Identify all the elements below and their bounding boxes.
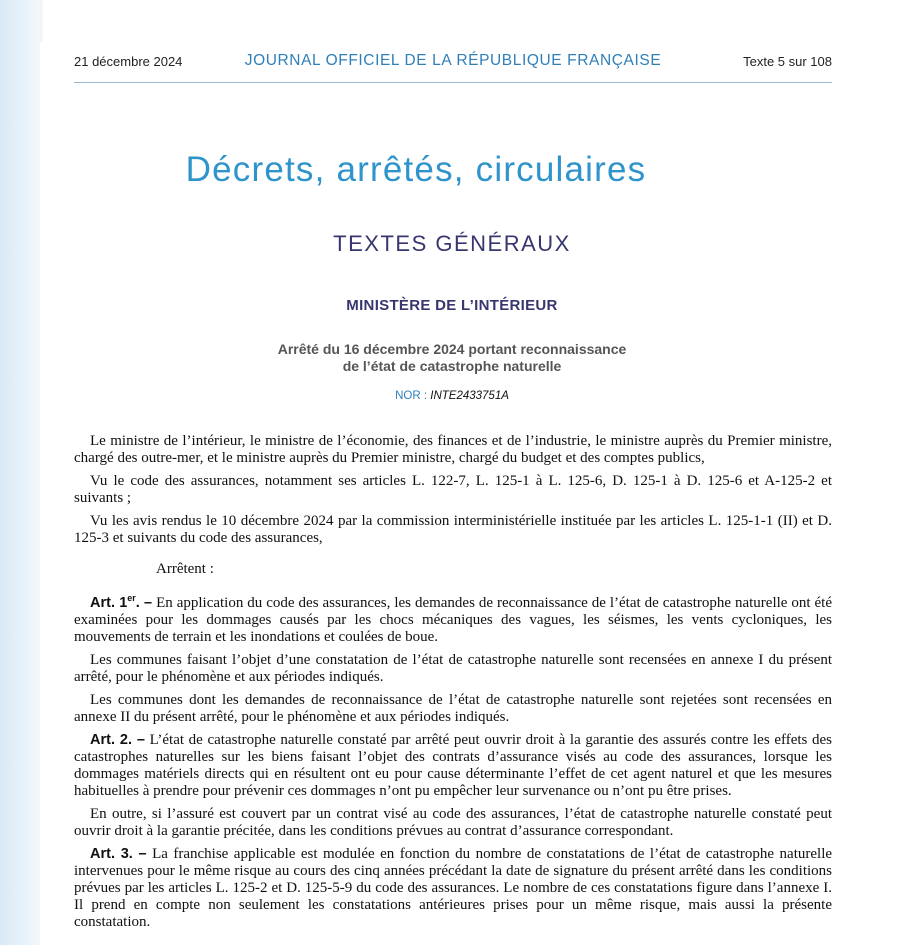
article-1-paragraph-3: Les communes dont les demandes de reconnaissance de l’état de catastrophe naturelle sont rejetées sont recensées en annexe II du présent arrêté, pour le phénomène et aux périodes indiqués. — [74, 691, 832, 725]
article-2-label: Art. 2. – — [90, 731, 145, 748]
header-journal-title: JOURNAL OFFICIEL DE LA RÉPUBLIQUE FRANÇAISE — [244, 52, 662, 69]
preamble-code-assurances: Vu le code des assurances, notamment ses articles L. 122-7, L. 125-1 à L. 125-6, D. 125-1 à D. 125-6 et A-125-2 et suivants ; — [74, 473, 832, 506]
article-1-label — [90, 595, 152, 611]
article-1-label-suffix: . – — [135, 594, 153, 611]
article-1-paragraph-1 — [74, 590, 832, 646]
section-title: TEXTES GÉNÉRAUX — [333, 231, 571, 256]
header-divider — [74, 82, 832, 83]
article-1-paragraph-2: Les communes faisant l’objet d’une constatation de l’état de catastrophe naturelle sont recensées en annexe I du présent arrêté, pour le phénomène et aux périodes indiqués. — [74, 651, 832, 685]
article-2-text-1: L’état de catastrophe naturelle constaté par arrêté peut ouvrir droit à la garantie des assurés contre les effets des catastrophes naturelles sur les biens faisant l’objet des contrats d’assurance visés au code des assurances, lorsque les dommages matériels directs qui en résultent ont eu pour cause déterminante l’effet de cet agent naturel et que les mesures habituelles à prendre pour prévenir ces dommages n’ont pu empêcher leur survenance ou n’ont pu être prises. — [74, 731, 832, 799]
article-1-label-main: Art. 1 — [90, 594, 128, 611]
header-text-number: Texte 5 sur 108 — [743, 54, 832, 69]
preamble-ministers: Le ministre de l’intérieur, le ministre de l’économie, des finances et de l’industrie, le ministre auprès du Premier ministre, chargé des outre-mer, et le ministre auprès du Premier ministre, chargé du budget et des comptes publics, — [74, 433, 832, 466]
article-1-text-1: En application du code des assurances, les demandes de reconnaissance de l’état de catastrophe naturelle ont été examinées pour les dommages causés par les chocs mécaniques des vagues, les séismes, les vents cycloniques, les mouvements de terrain et les inondations et coulées de boue. — [74, 594, 833, 645]
page-side-margin — [0, 0, 40, 945]
article-2-paragraph-2: En outre, si l’assuré est couvert par un contrat visé au code des assurances, l’état de catastrophe naturelle constaté peut ouvrir droit à la garantie précitée, dans les conditions prévues au contrat d’assurance correspondant. — [74, 805, 832, 839]
ministry-title: MINISTÈRE DE L’INTÉRIEUR — [346, 297, 558, 314]
article-3-label: Art. 3. – — [90, 845, 147, 862]
preamble-avis: Vu les avis rendus le 10 décembre 2024 par la commission interministérielle instituée par les articles L. 125-1-1 (II) et D. 125-3 et suivants du code des assurances, — [74, 513, 832, 546]
arrete-title — [0, 341, 904, 375]
nor-label: NOR : — [395, 390, 431, 402]
nor-reference — [0, 390, 904, 402]
nor-code: INTE2433751A — [430, 390, 509, 402]
page-header — [74, 52, 832, 76]
arrete-title-line-2: de l’état de catastrophe naturelle — [342, 358, 562, 374]
arretent-heading: Arrêtent : — [156, 561, 214, 577]
article-3-text-1: La franchise applicable est modulée en fonction du nombre de constatations de l’état de catastrophe naturelle intervenues pour le même risque au cours des cinq années précédant la date de signature du présent arrêté dans les conditions prévues par les articles L. 125-2 et D. 125-5-9 du code des assurances. Le nombre de ces constatations figure dans l’annexe I. Il prend en compte non seulement les constatations antérieures prises pour un même risque, mais aussi la présente constatation. — [74, 845, 833, 930]
header-date: 21 décembre 2024 — [74, 54, 183, 69]
arrete-title-line-1: Arrêté du 16 décembre 2024 portant reconnaissance — [277, 341, 627, 357]
article-2-paragraph-1 — [74, 732, 832, 800]
article-1-label-sup: er — [127, 593, 136, 603]
main-title: Décrets, arrêtés, circulaires — [185, 150, 647, 189]
article-3-paragraph-1 — [74, 846, 832, 931]
document-body — [74, 433, 832, 937]
